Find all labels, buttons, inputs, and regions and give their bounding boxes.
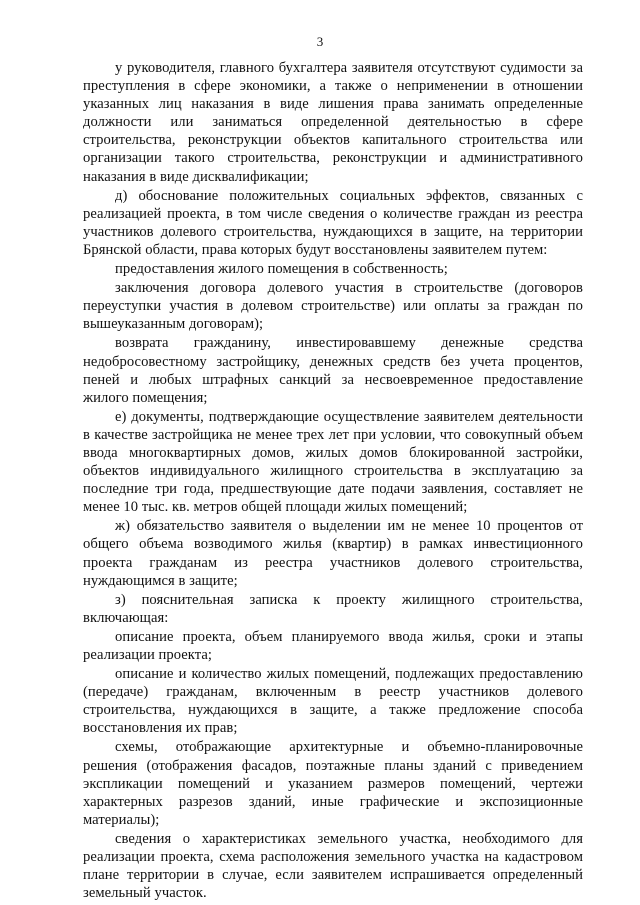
page-number: 3 — [316, 34, 324, 49]
paragraph-explanatory-note: з) пояснительная записка к проекту жилищного строительства, включающая: — [83, 591, 583, 626]
paragraph-allocation-obligation: ж) обязательство заявителя о выделении им не менее 10 процентов от общего объема возводимого жилья (квартир) в рамках инвестиционного проекта гражданам из реестра участников долевого строительства, нуждающимся в защите; — [83, 518, 583, 589]
paragraph-premises-description: описание и количество жилых помещений, подлежащих предоставлению (передаче) гражданам, включенным в реестр участников долевого строительства, нуждающихся в защите, а также предложение способа восстановления их прав; — [83, 666, 583, 737]
paragraph-shared-construction-contract: заключения договора долевого участия в строительстве (договоров переуступки участия в долевом строительстве) или оплаты за граждан по вышеуказанным договорам); — [83, 280, 583, 333]
paragraph-conviction-info: у руководителя, главного бухгалтера заявителя отсутствуют судимости за преступления в сфере экономики, а также о неприменении в отношении указанных лиц наказания в виде лишения права занимать определенные должности или заниматься определенной деятельностью в сфере строительства, реконструкции объектов капитального строительства или организации такого строительства, реконструкции и административного наказания в виде дисквалификации; — [83, 60, 583, 185]
paragraph-social-effects: д) обоснование положительных социальных эффектов, связанных с реализацией проекта, в том числе сведения о количестве граждан из реестра участников долевого строительства, нуждающихся в защите, на территории Брянской области, права которых будут восстановлены заявителем путем: — [83, 187, 583, 258]
paragraph-project-description: описание проекта, объем планируемого ввода жилья, сроки и этапы реализации проекта; — [83, 628, 583, 663]
paragraph-refund: возврата гражданину, инвестировавшему денежные средства недобросовестному застройщику, денежных средств без учета процентов, пеней и любых штрафных санкций за несвоевременное предоставление жилого помещения; — [83, 335, 583, 406]
paragraph-architectural-schemes: схемы, отображающие архитектурные и объемно-планировочные решения (отображения фасадов, поэтажные планы зданий с приведением экспликации помещений и указанием размеров помещений, чертежи характерных разрезов зданий, иные графические и экспозиционные материалы); — [83, 739, 583, 828]
paragraph-housing-ownership: предоставления жилого помещения в собственность; — [115, 261, 448, 278]
paragraph-land-plot-info: сведения о характеристиках земельного участка, необходимого для реализации проекта, схема расположения земельного участка на кадастровом плане территории в случае, если заявителем испрашивается определенный земельный участок. — [83, 830, 583, 902]
document-body — [83, 59, 583, 902]
paragraph-developer-documents: е) документы, подтверждающие осуществление заявителем деятельности в качестве застройщика не менее трех лет при условии, что совокупный объем ввода многоквартирных домов, жилых домов блокированной застройки, объектов индивидуального жилищного строительства в эксплуатацию за последние три года, предшествующие дате подачи заявления, составляет не менее 10 тыс. кв. метров общей площади жилых помещений; — [83, 408, 583, 516]
